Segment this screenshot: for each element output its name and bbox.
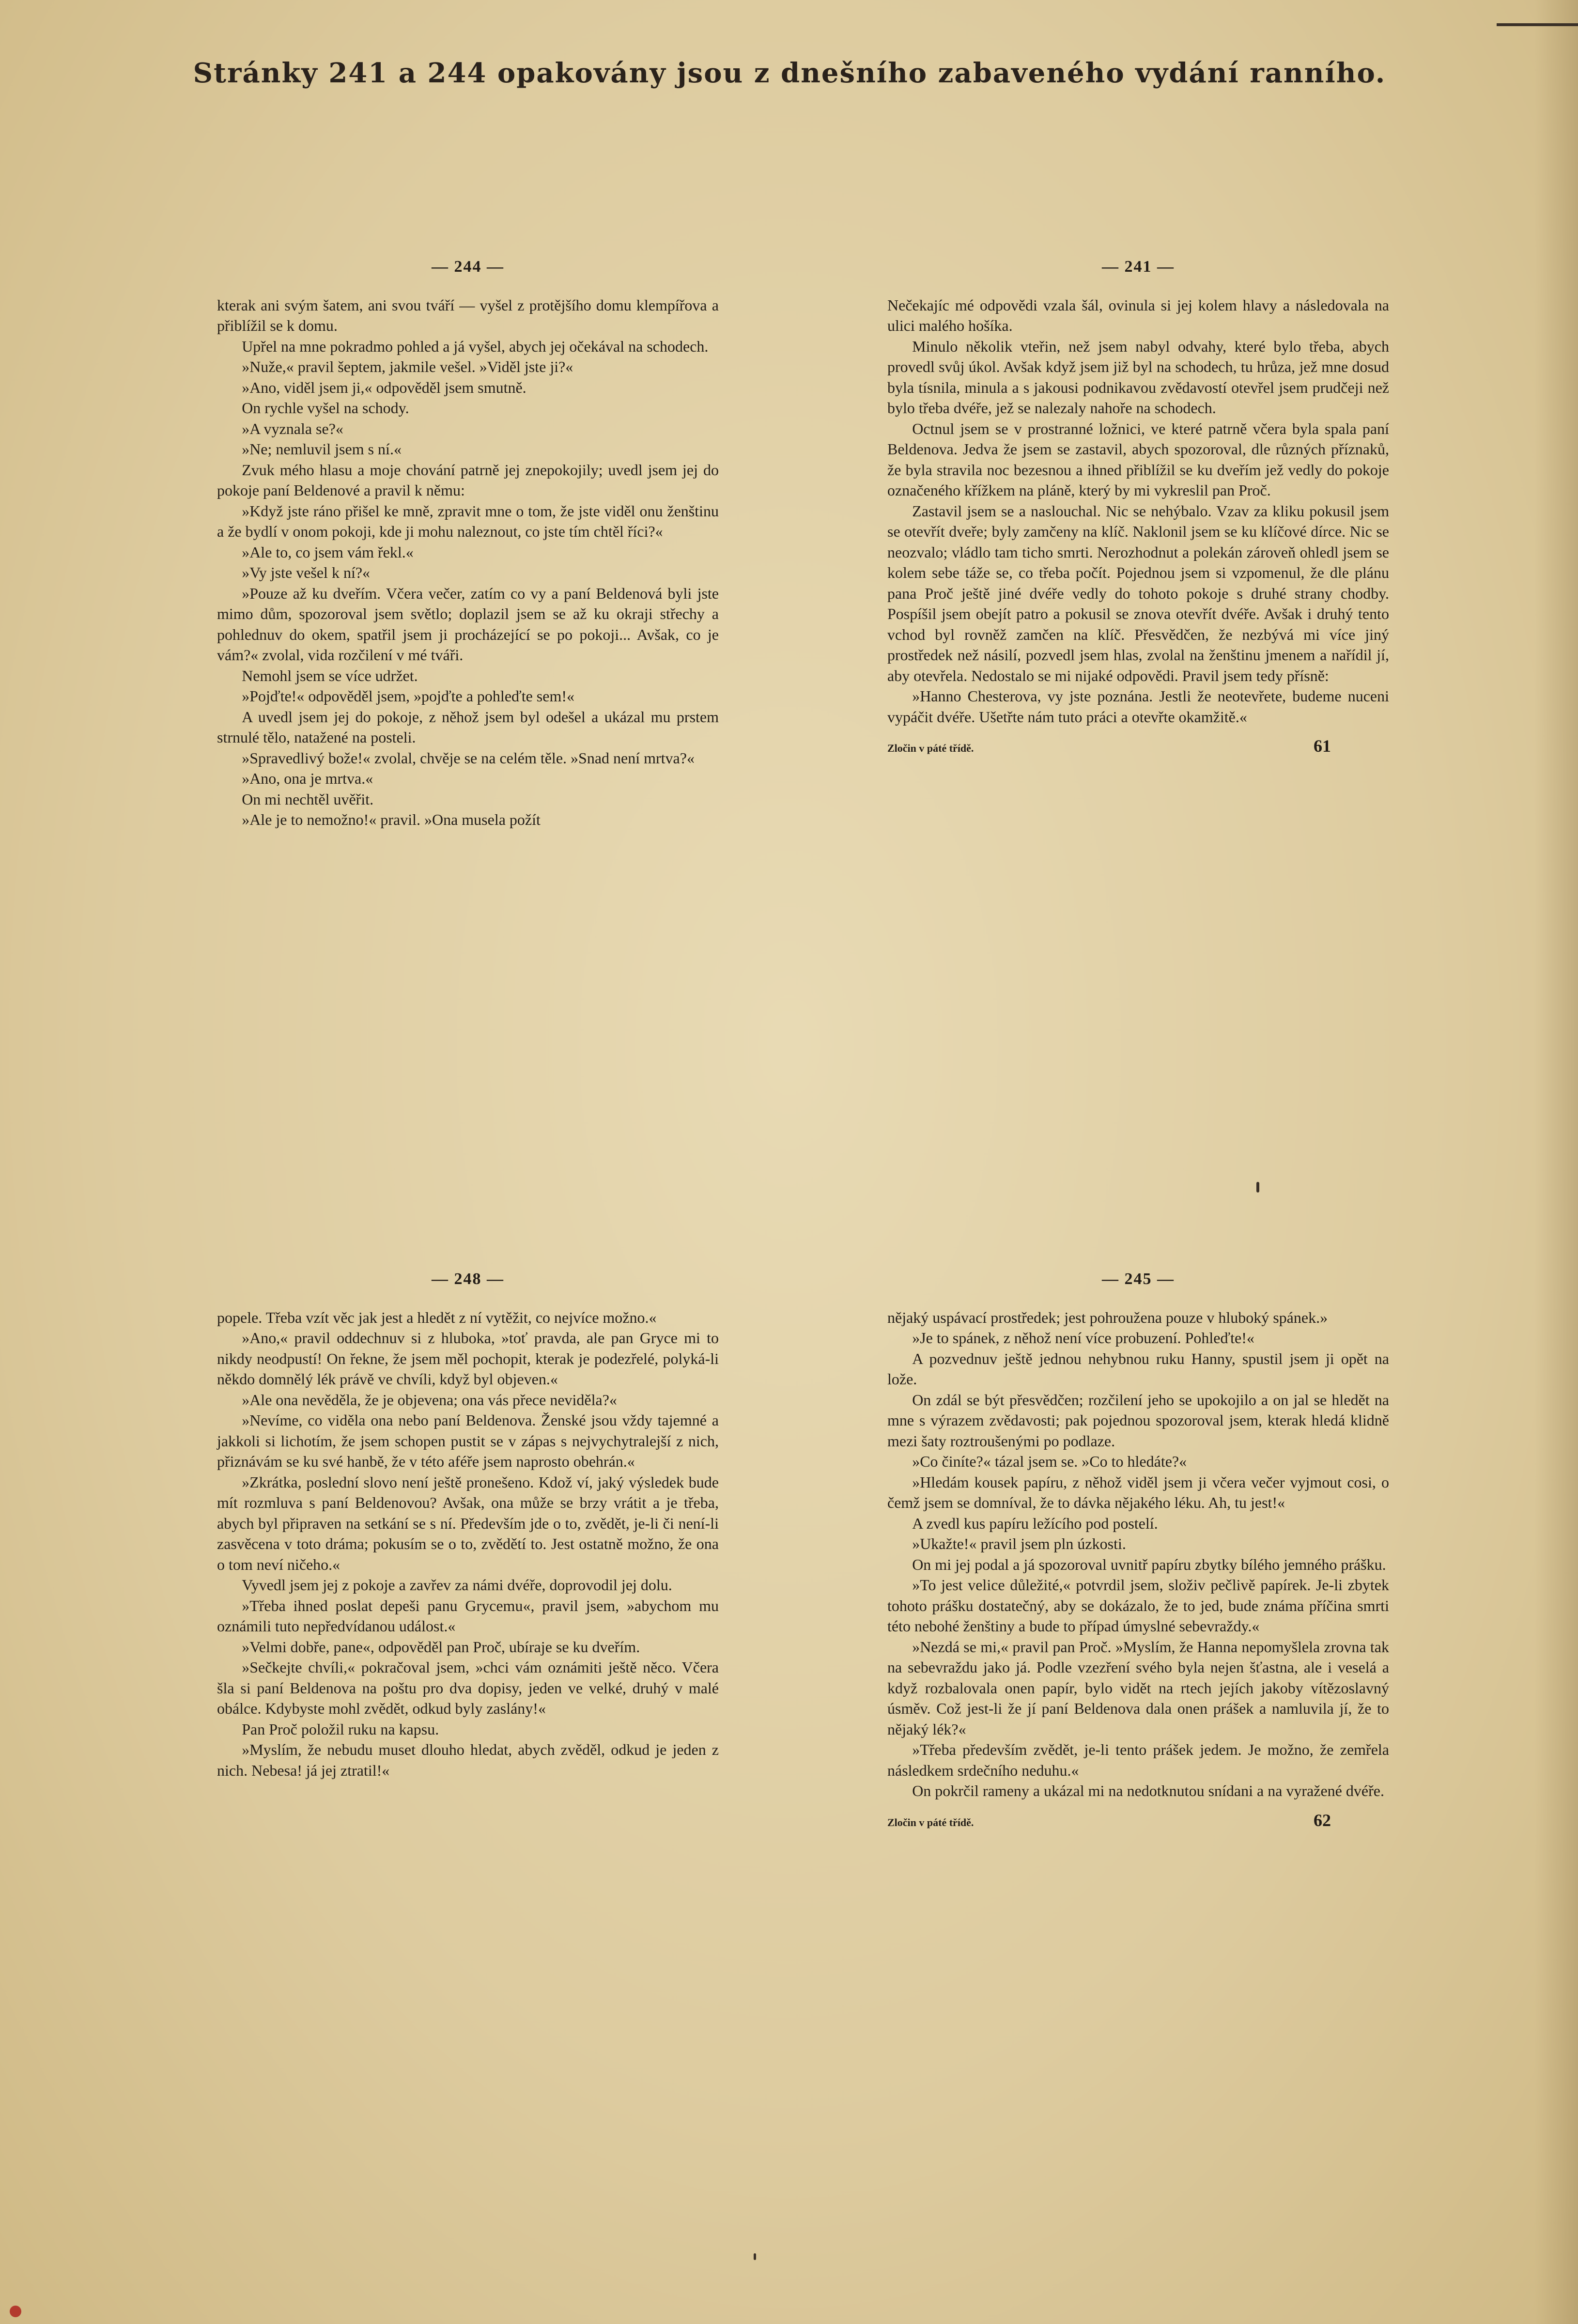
- paragraph: nějaký uspávací prostředek; jest pohroužena pouze v hluboký spánek.»: [887, 1308, 1328, 1326]
- page-number: — 245 —: [1102, 1270, 1175, 1288]
- paragraph: »Ne; nemluvil jsem s ní.«: [242, 440, 402, 458]
- paragraph: »Vy jste vešel k ní?«: [242, 564, 371, 581]
- paragraph: Nemohl jsem se více udržet.: [242, 666, 418, 684]
- paragraph: »Ale to, co jsem vám řekl.«: [242, 543, 414, 561]
- ink-speck: [10, 2306, 21, 2317]
- paragraph: Upřel na mne pokradmo pohled a já vyšel, abych jej očekával na schodech.: [242, 337, 709, 355]
- paragraph: A pozvednuv ještě jednou nehybnou ruku Hanny, spustil jsem ji opět na lože.: [887, 1349, 1389, 1388]
- paragraph: Pan Proč položil ruku na kapsu.: [242, 1720, 439, 1738]
- page-244: [217, 257, 719, 830]
- ink-speck: [754, 2253, 756, 2260]
- page-number: — 241 —: [1102, 258, 1175, 276]
- paragraph: Vyvedl jsem jej z pokoje a zavřev za námi dvéře, doprovodil jej dolu.: [242, 1576, 672, 1594]
- paragraph: Zvuk mého hlasu a moje chování patrně jej znepokojily; uvedl jsem jej do pokoje paní Beldenové a pravil k němu:: [217, 461, 719, 499]
- paragraph: »Ano, viděl jsem ji,« odpověděl jsem smutně.: [242, 378, 526, 396]
- paragraph: A uvedl jsem jej do pokoje, z něhož jsem byl odešel a ukázal mu prstem strnulé tělo, natažené na posteli.: [217, 708, 719, 746]
- paragraph: »Nuže,« pravil šeptem, jakmile vešel. »Viděl jste ji?«: [242, 358, 573, 375]
- paragraph: »Pojďte!« odpověděl jsem, »pojďte a pohleďte sem!«: [242, 687, 574, 705]
- sheet-header: Stránky 241 a 244 opakovány jsou z dnešního zabaveného vydání ranního.: [193, 57, 1386, 89]
- paragraph: Octnul jsem se v prostranné ložnici, ve které patrně včera byla spala paní Beldenova. Jedva že jsem se zastavil, abych spozoroval, dle různých příznaků, že byla stravila noc bezesnou a ihned přiblížil se ku dveřím jež vedly do pokoje označeného křížkem na pláně, který by mi vykreslil pan Proč.: [887, 419, 1389, 499]
- corner-rule: [1497, 23, 1578, 26]
- paragraph: »To jest velice důležité,« potvrdil jsem, složiv pečlivě papírek. Je-li zbytek tohoto prášku dostatečný, aby se dokázalo, že to jed, bude známa příčina smrti této nebohé ženštiny a bude to případ úmyslné sebevraždy.«: [887, 1576, 1389, 1635]
- signature-mark: Zločin v páté třídě.: [887, 742, 974, 754]
- paragraph: »Třeba ihned poslat depeši panu Grycemu«, pravil jsem, »abychom mu oznámili tuto nepředvídanou událost.«: [217, 1596, 719, 1635]
- paragraph: »Nezdá se mi,« pravil pan Proč. »Myslím, že Hanna nepomyšlela zrovna tak na sebevraždu jako já. Podle vzezření svého byla nejen šťastna, ale i veselá a když rozbalovala onen papír, bylo vidět na rtech jejích jakoby vítězoslavný úsměv. Což jest-li že jí paní Beldenova dala onen prášek a namluvila jí, že to nějaký lék?«: [887, 1638, 1389, 1738]
- paragraph: On mi jej podal a já spozoroval uvnitř papíru zbytky bílého jemného prášku.: [912, 1555, 1386, 1573]
- paragraph: »Ale ona nevěděla, že je objevena; ona vás přece neviděla?«: [242, 1391, 617, 1409]
- paragraph: »Nevíme, co viděla ona nebo paní Beldenova. Ženské jsou vždy tajemné a jakkoli si lichotím, že jsem schopen pustit se v zápas s nejvychytralejší z nich, přiznávám se ku své hanbě, že v této aféře jsem naprosto obehrán.«: [217, 1411, 719, 1470]
- page-number: — 244 —: [432, 258, 504, 276]
- paragraph: »Ale je to nemožno!« pravil. »Ona musela požít: [242, 811, 541, 828]
- paragraph: »Ukažte!« pravil jsem pln úzkosti.: [912, 1535, 1126, 1552]
- paragraph: »Myslím, že nebudu muset dlouho hledat, abych zvěděl, odkud je jeden z nich. Nebesa! já jej ztratil!«: [217, 1741, 719, 1779]
- paragraph: »Když jste ráno přišel ke mně, zpravit mne o tom, že jste viděl onu ženštinu a že bydlí v onom pokoji, kde ji mohu naleznout, co jste tím chtěl říci?«: [217, 502, 719, 540]
- paragraph: »Spravedlivý bože!« zvolal, chvěje se na celém těle. »Snad není mrtva?«: [242, 749, 695, 767]
- page-edge-shadow: [1534, 0, 1578, 2324]
- paragraph: A zvedl kus papíru ležícího pod postelí.: [912, 1514, 1158, 1532]
- folio-number: 61: [1314, 736, 1331, 756]
- paragraph: On rychle vyšel na schody.: [242, 399, 409, 417]
- paragraph: »Pouze až ku dveřím. Včera večer, zatím co vy a paní Beldenová byli jste mimo dům, spozoroval jsem světlo; doplazil jsem se až ku okraji střechy a pohlednuv do okem, spatřil jsem ji procházející se po pokoji... Avšak, co je vám?« zvolal, vida rozčilení v mé tváři.: [217, 584, 719, 664]
- paragraph: »Ano,« pravil oddechnuv si z hluboka, »toť pravda, ale pan Gryce mi to nikdy neodpustí! On řekne, že jsem měl pochopit, kterak je podezřelé, polyká-li někdo domnělý lék právě ve chvíli, když byl objeven.«: [217, 1329, 719, 1388]
- paragraph: On pokrčil rameny a ukázal mi na nedotknutou snídani a na vyražené dvéře.: [912, 1782, 1384, 1799]
- paragraph: »Sečkejte chvíli,« pokračoval jsem, »chci vám oznámiti ještě něco. Včera šla si paní Beldenova na poštu pro dva dopisy, jeden ve velké, druhý v malé obálce. Kdybyste mohl zvědět, odkud byly zaslány!«: [217, 1658, 719, 1717]
- page-footer: [887, 1810, 1389, 1833]
- paragraph: »Velmi dobře, pane«, odpověděl pan Proč, ubíraje se ku dveřím.: [242, 1638, 640, 1656]
- paragraph: Minulo několik vteřin, než jsem nabyl odvahy, které bylo třeba, abych provedl svůj úkol. Avšak když jsem již byl na schodech, tu hrůza, jež mne dosud byla tísnila, minula a s jakousi podnikavou zvědavostí otevřel jsem prudčeji než bylo třeba dvéře, jež se nalezaly nahoře na schodech.: [887, 337, 1389, 417]
- ink-speck: [1256, 1182, 1259, 1193]
- paragraph: »Zkrátka, poslední slovo není ještě pronešeno. Kdož ví, jaký výsledek bude mít rozmluva s paní Beldenovou? Avšak, ona může se brzy vrátit a je třeba, abych byl připraven na setkání se s ní. Především jde o to, zvědět, je-li či není-li zasvěcena v toto dráma; pokusím se o to, zvědětí to. Jest ostatně možno, že ona o tom neví ničeho.«: [217, 1473, 719, 1573]
- paragraph: »Hanno Chesterova, vy jste poznána. Jestli že neotevřete, budeme nuceni vypáčit dvéře. Ušetřte nám tuto práci a otevřte okamžitě.«: [887, 687, 1389, 726]
- paragraph: »Hledám kousek papíru, z něhož viděl jsem ji včera večer vyjmout cosi, o čemž jsem se domníval, že to dávka nějakého léku. Ah, tu jest!«: [887, 1473, 1389, 1511]
- folio-number: 62: [1314, 1810, 1331, 1830]
- signature-mark: Zločin v páté třídě.: [887, 1816, 974, 1828]
- page-245: [887, 1269, 1389, 1833]
- paragraph: kterak ani svým šatem, ani svou tváří — vyšel z protějšího domu klempířova a přiblížil se k domu.: [217, 296, 719, 334]
- paragraph: Nečekajíc mé odpovědi vzala šál, ovinula si jej kolem hlavy a následovala na ulici malého hošíka.: [887, 296, 1389, 334]
- paragraph: »Je to spánek, z něhož není více probuzení. Pohleďte!«: [912, 1329, 1254, 1347]
- paragraph: On mi nechtěl uvěřit.: [242, 790, 374, 808]
- page-number: — 248 —: [432, 1270, 504, 1288]
- paragraph: »Třeba především zvědět, je-li tento prášek jedem. Je možno, že zemřela následkem srdečního neduhu.«: [887, 1741, 1389, 1779]
- paragraph: On zdál se být přesvědčen; rozčilení jeho se upokojilo a on jal se hledět na mne s výrazem zvědavosti; pak pojednou spozoroval jsem, kterak hledá klidně mezi šaty roztroušenými po podlaze.: [887, 1391, 1389, 1450]
- paragraph: »A vyznala se?«: [242, 419, 343, 437]
- paragraph: popele. Třeba vzít věc jak jest a hledět z ní vytěžit, co nejvíce možno.«: [217, 1308, 657, 1326]
- paragraph: »Ano, ona je mrtva.«: [242, 770, 373, 787]
- page-241: [887, 257, 1389, 759]
- paragraph: Zastavil jsem se a naslouchal. Nic se nehýbalo. Vzav za kliku pokusil jsem se otevřít dveře; byly zamčeny na klíč. Naklonil jsem se ku klíčové dírce. Nic se neozvalo; vládlo tam ticho smrti. Nerozhodnut a polekán zároveň ohledl jsem se kolem sebe táže se, co třeba počít. Pojednou jsem si vzpomenul, že dle plánu pana Proč ještě jiné dvéře vedly do tohoto pokoje s druhé strany chodby. Pospíšil jsem obejít patro a pokusil se znova otevřít dvéře. Avšak i druhý tento vchod byl rovněž zamčen na klíč. Přesvědčen, že nezbývá mi více jiný prostředek než násilí, pozvedl jsem hlas, zvolal na ženštinu jmenem a nařídil jí, aby otevřela. Nedostalo se mi nijaké odpovědi. Pravil jsem tedy přísně:: [887, 502, 1389, 684]
- page-248: [217, 1269, 719, 1781]
- page-footer: [887, 736, 1389, 759]
- paragraph: »Co činíte?« tázal jsem se. »Co to hledáte?«: [912, 1453, 1187, 1470]
